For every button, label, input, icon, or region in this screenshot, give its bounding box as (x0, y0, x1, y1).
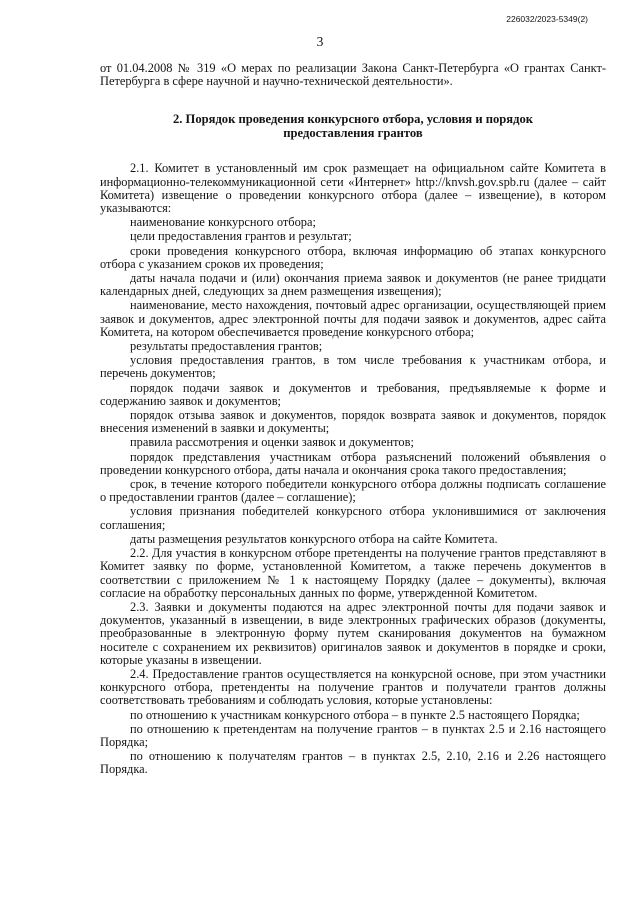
list-item: условия предоставления грантов, в том числе требования к участникам отбора, и перечень документов; (100, 353, 606, 381)
list-item: по отношению к получателям грантов – в пунктах 2.5, 2.10, 2.16 и 2.26 настоящего Порядка. (100, 749, 606, 777)
list-item: наименование, место нахождения, почтовый адрес организации, осуществляющей прием заявок и документов, адрес электронной почты для подачи заявок и документов, адрес сайта Комитета, на котором обеспечивается проведение конкурсного отбора; (100, 298, 606, 339)
list-item: даты начала подачи и (или) окончания приема заявок и документов (не ранее тридцати календарных дней, следующих за днем размещения извещения); (100, 271, 606, 299)
list-item: срок, в течение которого победители конкурсного отбора должны подписать соглашение о предоставлении грантов (далее – соглашение); (100, 477, 606, 505)
section-title (100, 112, 606, 140)
page-number: 3 (316, 34, 324, 49)
list-item: сроки проведения конкурсного отбора, включая информацию об этапах конкурсного отбора с указанием сроков их проведения; (100, 243, 606, 271)
paragraph-2-1: 2.1. Комитет в установленный им срок размещает на официальном сайте Комитета в информационно-телекоммуникационной сети «Интернет» http://knvsh.gov.spb.ru (далее – сайт Комитета) извещение о проведении конкурсного отбора (далее – извещение), в котором указываются: (100, 161, 606, 216)
paragraph-2-2: 2.2. Для участия в конкурсном отборе претенденты на получение грантов представляют в Комитет заявку по форме, установленной Комитетом, а также перечень документов в соответствии с приложением № 1 к настоящему Порядку (далее – документы), включая согласие на обработку персональных данных по форме, утвержденной Комитетом. (100, 546, 606, 600)
paragraph-2-4: 2.4. Предоставление грантов осуществляется на конкурсной основе, при этом участники конкурсного отбора, претенденты на получение грантов и получатели грантов должны соответствовать требованиям и соблюдать условия, которые установлены: (100, 666, 606, 708)
list-item: порядок подачи заявок и документов и требования, предъявляемые к форме и содержанию заявок и документов; (100, 380, 606, 408)
list-item: цели предоставления грантов и результат; (130, 229, 352, 244)
document-body (100, 62, 606, 777)
intro-paragraph: от 01.04.2008 № 319 «О мерах по реализации Закона Санкт-Петербурга «О грантах Санкт-Петербурга в сфере научной и научно-технической деятельности». (100, 61, 606, 89)
list-item: наименование конкурсного отбора; (130, 215, 316, 230)
list-item: условия признания победителей конкурсного отбора уклонившимися от заключения соглашения; (100, 504, 606, 532)
list-item: даты размещения результатов конкурсного отбора на сайте Комитета. (130, 531, 498, 546)
list-item: порядок представления участникам отбора разъяснений положений объявления о проведении конкурсного отбора, даты начала и окончания срока такого предоставления; (100, 449, 606, 477)
section-title-line-1: 2. Порядок проведения конкурсного отбора, условия и порядок (172, 112, 534, 127)
document-registration-number: 226032/2023-5349(2) (506, 14, 588, 24)
list-item: по отношению к претендентам на получение грантов – в пунктах 2.5 и 2.16 настоящего Порядка; (100, 721, 606, 749)
list-item: порядок отзыва заявок и документов, порядок возврата заявок и документов, порядок внесения изменений в заявки и документы; (100, 408, 606, 436)
paragraph-2-3: 2.3. Заявки и документы подаются на адрес электронной почты для подачи заявок и документов, указанный в извещении, в виде электронных графических образов (документы, преобразованные в электронную форму путем сканирования документов на бумажном носителе с сохранением их реквизитов) оригиналов заявок и документов в порядке и сроки, которые указаны в извещении. (100, 599, 606, 667)
list-item: по отношению к участникам конкурсного отбора – в пункте 2.5 настоящего Порядка; (130, 707, 580, 722)
list-item: правила рассмотрения и оценки заявок и документов; (130, 435, 414, 450)
section-title-line-2: предоставления грантов (283, 126, 423, 141)
list-item: результаты предоставления грантов; (130, 339, 323, 354)
